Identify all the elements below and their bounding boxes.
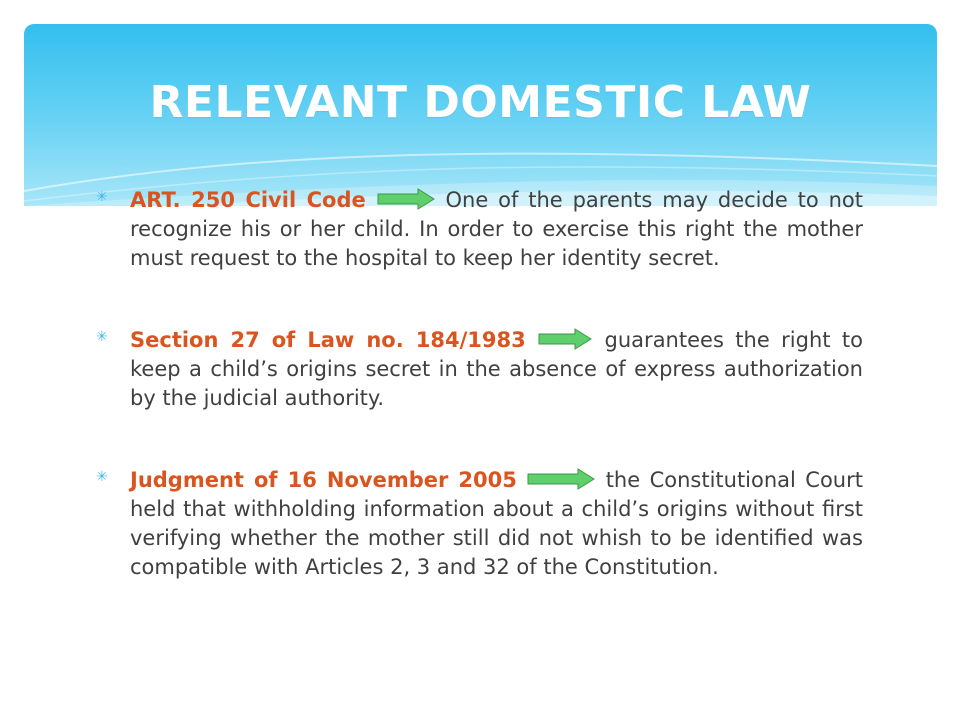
bullet-item-1 <box>96 186 863 273</box>
bullet-paragraph <box>130 186 863 273</box>
asterisk-bullet-icon: ✳ <box>96 469 108 485</box>
asterisk-bullet-icon: ✳ <box>96 329 108 345</box>
bullet-text: guarantees the right to keep a child’s origins secret in the absence of express authorization by the judicial authority. <box>130 328 863 410</box>
bullet-item-3 <box>96 466 863 582</box>
title-banner <box>24 24 937 206</box>
bullet-lead: Section 27 of Law no. 184/1983 <box>130 328 526 352</box>
green-arrow-icon <box>537 328 593 350</box>
green-arrow-icon <box>526 468 596 490</box>
bullet-text: the Constitutional Court held that withholding information about a child’s origins without first verifying whether the mother still did not whish to be identified was compatible with Articles 2, 3 and 32 of the Constitution. <box>130 468 863 579</box>
slide-title: RELEVANT DOMESTIC LAW <box>149 77 812 128</box>
bullet-text: One of the parents may decide to not recognize his or her child. In order to exercise this right the mother must request to the hospital to keep her identity secret. <box>130 188 863 270</box>
bullet-paragraph <box>130 326 863 413</box>
bullet-paragraph <box>130 466 863 582</box>
bullet-lead: Judgment of 16 November 2005 <box>130 468 517 492</box>
asterisk-bullet-icon: ✳ <box>96 189 108 205</box>
bullet-lead: ART. 250 Civil Code <box>130 188 366 212</box>
green-arrow-icon <box>376 188 436 210</box>
bullet-item-2 <box>96 326 863 413</box>
